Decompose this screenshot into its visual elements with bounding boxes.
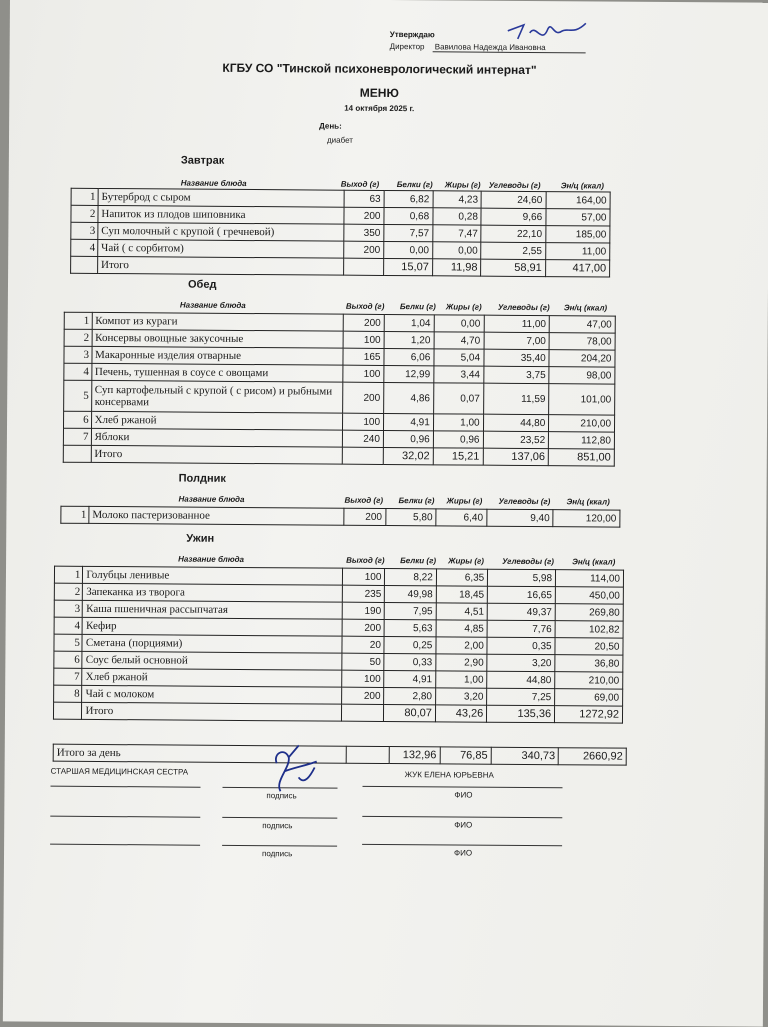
total-fat: 11,98 [432, 259, 481, 276]
dish-protein: 2,80 [384, 687, 436, 704]
menu-date: 14 октября 2025 г. [344, 103, 415, 114]
dish-yield: 63 [344, 190, 385, 207]
table-row [64, 380, 615, 415]
row-number: 1 [71, 188, 98, 205]
total-label: Итого [91, 445, 342, 464]
dish-carbs: 35,40 [484, 349, 550, 366]
dish-energy: 78,00 [549, 333, 615, 350]
nurse-signature-icon [254, 741, 324, 803]
column-headers: Название блюда Выход (г) Белки (г) Жиры (г) Углеводы (г) Эн/ц (ккал) [179, 300, 608, 313]
dish-fat: 1,00 [433, 414, 483, 431]
dish-protein: 0,33 [384, 653, 436, 670]
total-label: Итого [82, 702, 341, 721]
dish-protein: 0,00 [384, 241, 433, 258]
dish-protein: 0,68 [384, 207, 433, 224]
dish-fat: 0,28 [433, 208, 482, 225]
dish-name: Кефир [83, 617, 342, 636]
day-total-label: Итого за день [53, 744, 346, 763]
total-energy: 1272,92 [555, 706, 623, 723]
table-row [61, 506, 620, 527]
dish-energy: 120,00 [553, 510, 620, 527]
dish-energy: 101,00 [549, 384, 615, 415]
row-number: 7 [63, 428, 91, 445]
dish-name: Молоко пастеризованное [89, 506, 344, 525]
document-page: Утверждаю Директор Вавилова Надежда Ивановна КГБУ СО "Тинской психоневрологический интернат" МЕНЮ 14 октября 2025 г. День: диабет Завтрак Название блюда Выход (г) Белки (г) Жиры (г) Углеводы (г) Эн/ц (ккал) 1 Бутерброд с сыром 63 6,82 4,23 24,60 164,00 2 Напиток из плодов шиповника 200 0,68 0,28 9,66 57,00 3 Суп молочный с крупой ( гречневой) 350 7,57 7,47 22,10 185,00 4 Чай ( с сорбитом) 200 0,00 0,00 2,55 11,00 Итого 15,07 11,98 58,91 417,00 Обед Название блюда Выход (г) Белки (г) Жиры (г) Углеводы (г) Эн/ц (ккал) 1 Компот из кураги 200 1,04 0,00 11,00 47,00 2 Консервы овощные закусочные 100 1,20 4,70 7,00 78,00 3 Макаронные изделия отварные 165 6,06 5,04 35,40 204,20 4 Печень, тушенная в соусе с овощами 100 12,99 3,44 3,75 98,00 5 Суп картофельный с крупой ( с рисом) и рыбными консервами 200 4,86 0,07 11,59 101,00 6 Хлеб ржаной 100 4,91 1,00 44,80 210,00 7 Яблоки 240 0,96 0,96 23,52 112,80 Итого 32,02 15,21 137,06 851,00 Полдник Название блюда Выход (г) Белки (г) Жиры (г) Углеводы (г) Эн/ц (ккал) 1 Молоко пастеризованное 200 5,80 6,40 9,40 120,00 Ужин Название блюда Выход (г) Белки (г) Жиры (г) Углеводы (г) Эн/ц (ккал) 1 Голубцы ленивые 100 8,22 6,35 5,98 114,00 2 Запеканка из творога 235 49,98 18,45 16,65 450,00 3 Каша пшеничная рассыпчатая 190 7,95 4,51 49,37 269,80 4 Кефир 200 5,63 4,85 7,76 102,82 5 Сметана (порциями) 20 0,25 2,00 0,35 20,50 6 Соус белый основной 50 0,33 2,90 3,20 36,80 7 Хлеб ржаной 100 4,91 1,00 44,80 210,00 8 Чай с молоком 200 2,80 3,20 7,25 69,00 Итого 80,07 43,26 135,36 1272,92 Итого за день 132,96 76,85 340,73 2660,92 СТАРШАЯ МЕДИЦИНСКАЯ СЕСТРА подпись ЖУК ЕЛЕНА ЮРЬЕВНА ФИО подпись ФИО подпись ФИО [3, 0, 768, 1027]
col-carbs: Углеводы (г) [488, 180, 541, 191]
dish-energy: 47,00 [549, 316, 615, 333]
dish-fat: 0,00 [434, 315, 484, 332]
row-number: 1 [54, 566, 83, 583]
dish-fat: 5,04 [434, 349, 484, 366]
dish-energy: 98,00 [549, 367, 615, 384]
dish-fat: 18,45 [436, 586, 488, 603]
dish-name: Напиток из плодов шиповника [98, 205, 344, 224]
total-row [53, 702, 622, 723]
table-snack [60, 506, 620, 528]
dish-yield: 100 [342, 413, 383, 430]
total-protein: 15,07 [384, 258, 433, 275]
row-number: 3 [71, 222, 98, 239]
row-number: 7 [54, 668, 83, 685]
dish-yield: 200 [342, 382, 384, 413]
dish-energy: 112,80 [549, 432, 615, 449]
dish-fat: 4,51 [436, 603, 488, 620]
day-total-carbs: 340,73 [491, 747, 559, 764]
dish-protein: 0,96 [383, 430, 433, 447]
dish-yield: 200 [343, 314, 384, 331]
dish-protein: 7,57 [384, 224, 433, 241]
column-headers: Название блюда Выход (г) Белки (г) Жиры (г) Углеводы (г) Эн/ц (ккал) [178, 554, 616, 567]
total-row [63, 445, 614, 466]
dish-protein: 4,86 [384, 382, 434, 413]
dish-protein: 1,04 [384, 314, 434, 331]
total-protein: 80,07 [384, 704, 436, 721]
dish-protein: 6,06 [384, 348, 434, 365]
col-dish: Название блюда [180, 178, 247, 189]
director-name: Вавилова Надежда Ивановна [433, 42, 586, 53]
dish-protein: 4,91 [383, 413, 433, 430]
row-number: 5 [54, 634, 83, 651]
dish-carbs: 49,37 [487, 603, 555, 620]
dish-fat: 4,23 [433, 191, 482, 208]
dish-fat: 0,96 [433, 431, 483, 448]
dish-protein: 5,63 [384, 619, 436, 636]
dish-name: Печень, тушенная в соусе с овощами [91, 363, 342, 382]
row-number: 4 [54, 617, 83, 634]
dish-energy: 57,00 [546, 209, 610, 226]
total-energy: 851,00 [549, 449, 615, 466]
total-row [71, 256, 610, 277]
dish-yield: 165 [343, 348, 384, 365]
dish-protein: 5,80 [385, 508, 436, 525]
row-number: 3 [54, 600, 83, 617]
day-label: День: [319, 121, 342, 131]
dish-energy: 102,82 [555, 621, 623, 638]
day-total-protein: 132,96 [389, 747, 440, 764]
dish-protein: 4,91 [384, 670, 436, 687]
dish-yield: 200 [344, 207, 385, 224]
table-breakfast [70, 188, 611, 278]
col-yield: Выход (г) [340, 179, 380, 189]
row-number: 4 [64, 363, 92, 380]
dish-fat: 0,00 [432, 242, 481, 259]
organization-title: КГБУ СО "Тинской психоневрологический интернат" [222, 60, 537, 78]
dish-yield: 100 [341, 670, 384, 687]
dish-fat: 6,35 [436, 569, 488, 586]
dish-carbs: 2,55 [481, 242, 545, 259]
dish-carbs: 22,10 [481, 225, 545, 242]
dish-name: Консервы овощные закусочные [92, 329, 343, 348]
row-number: 6 [64, 411, 92, 428]
col-energy: Эн/ц (ккал) [560, 181, 605, 191]
dish-yield: 190 [342, 602, 385, 619]
dish-name: Суп картофельный с крупой ( с рисом) и рыбными консервами [91, 380, 342, 413]
dish-fat: 1,00 [436, 671, 488, 688]
director-signature-icon [500, 17, 590, 48]
section-title-dinner: Ужин [186, 532, 215, 545]
page-title: МЕНЮ [359, 85, 399, 101]
table-lunch [63, 312, 616, 467]
dish-carbs: 5,98 [488, 569, 556, 586]
dish-name: Яблоки [91, 428, 342, 447]
dish-carbs: 16,65 [488, 586, 556, 603]
dish-protein: 0,25 [384, 636, 436, 653]
dish-carbs: 44,80 [487, 671, 555, 688]
dish-protein: 7,95 [385, 602, 437, 619]
dish-yield: 200 [343, 241, 384, 258]
dish-yield: 200 [344, 508, 386, 525]
row-number: 3 [64, 346, 92, 363]
total-fat: 15,21 [433, 448, 483, 465]
row-number: 4 [71, 239, 98, 256]
row-number: 2 [64, 329, 92, 346]
dish-name: Макаронные изделия отварные [92, 346, 343, 365]
dish-yield: 200 [341, 687, 384, 704]
dish-carbs: 23,52 [483, 431, 549, 448]
dish-energy: 164,00 [546, 192, 610, 209]
dish-energy: 450,00 [555, 587, 623, 604]
dish-energy: 36,80 [555, 655, 623, 672]
dish-carbs: 7,25 [487, 688, 555, 705]
dish-protein: 12,99 [384, 365, 434, 382]
dish-fat: 4,85 [436, 620, 488, 637]
dish-name: Чай с молоком [82, 685, 341, 704]
row-number: 6 [54, 651, 83, 668]
dish-carbs: 24,60 [481, 191, 545, 208]
row-number: 1 [64, 312, 92, 329]
diet-type: диабет [326, 135, 353, 145]
dish-yield: 200 [342, 619, 385, 636]
dish-name: Сметана (порциями) [82, 634, 341, 653]
director-role: Директор [389, 41, 425, 52]
dish-yield: 20 [342, 636, 385, 653]
total-protein: 32,02 [383, 447, 433, 464]
table-dinner [53, 566, 624, 724]
day-total-energy: 2660,92 [559, 748, 627, 765]
section-title-breakfast: Завтрак [180, 154, 225, 167]
dish-name: Суп молочный с крупой ( гречневой) [98, 222, 344, 241]
section-title-lunch: Обед [187, 278, 217, 291]
dish-energy: 69,00 [555, 689, 623, 706]
row-number: 1 [61, 506, 89, 523]
dish-name: Голубцы ленивые [83, 566, 342, 585]
total-carbs: 137,06 [483, 448, 549, 465]
dish-carbs: 44,80 [483, 414, 549, 431]
dish-energy: 269,80 [555, 604, 623, 621]
row-number: 8 [54, 685, 83, 702]
dish-name: Запеканка из творога [83, 583, 342, 602]
table-day-total [53, 744, 627, 766]
dish-yield: 100 [343, 331, 384, 348]
dish-name: Хлеб ржаной [82, 668, 341, 687]
row-number: 5 [64, 380, 92, 411]
dish-protein: 49,98 [385, 585, 437, 602]
dish-energy: 210,00 [549, 415, 615, 432]
dish-fat: 0,07 [433, 383, 483, 414]
dish-fat: 3,44 [434, 366, 484, 383]
day-total-row [53, 744, 626, 765]
dish-yield: 100 [342, 568, 385, 585]
dish-protein: 8,22 [385, 568, 437, 585]
dish-name: Соус белый основной [82, 651, 341, 670]
dish-carbs: 3,20 [487, 654, 555, 671]
total-fat: 43,26 [435, 705, 487, 722]
dish-carbs: 11,00 [484, 315, 550, 332]
column-headers: Название блюда Выход (г) Белки (г) Жиры (г) Углеводы (г) Эн/ц (ккал) [178, 494, 610, 507]
approval-label: Утверждаю [389, 29, 435, 40]
dish-name: Чай ( с сорбитом) [98, 239, 344, 258]
dish-yield: 350 [343, 224, 384, 241]
dish-fat: 2,90 [436, 654, 488, 671]
dish-energy: 114,00 [556, 570, 624, 587]
dish-name: Бутерброд с сыром [98, 188, 344, 207]
dish-carbs: 11,59 [483, 383, 549, 414]
col-fat: Жиры (г) [444, 180, 481, 190]
dish-fat: 7,47 [433, 225, 482, 242]
dish-name: Каша пшеничная рассыпчатая [83, 600, 342, 619]
dish-fat: 2,00 [436, 637, 488, 654]
dish-name: Хлеб ржаной [91, 411, 342, 430]
dish-protein: 1,20 [384, 331, 434, 348]
dish-carbs: 0,35 [487, 637, 555, 654]
col-protein: Белки (г) [396, 180, 433, 190]
dish-carbs: 7,76 [487, 620, 555, 637]
dish-carbs: 7,00 [484, 332, 550, 349]
dish-yield: 100 [343, 365, 384, 382]
dish-fat: 3,20 [435, 688, 487, 705]
dish-energy: 185,00 [545, 226, 609, 243]
day-total-fat: 76,85 [440, 747, 491, 764]
row-number: 2 [71, 205, 98, 222]
dish-yield: 240 [342, 430, 383, 447]
signer-role: СТАРШАЯ МЕДИЦИНСКАЯ СЕСТРА [50, 766, 189, 777]
row-number: 2 [54, 583, 83, 600]
dish-carbs: 9,66 [481, 208, 545, 225]
dish-carbs: 3,75 [483, 366, 549, 383]
dish-carbs: 9,40 [486, 509, 553, 526]
signer-name: ЖУК ЕЛЕНА ЮРЬЕВНА [404, 770, 494, 780]
dish-yield: 50 [342, 653, 385, 670]
total-carbs: 135,36 [487, 705, 555, 722]
dish-fat: 4,70 [434, 332, 484, 349]
dish-energy: 11,00 [545, 243, 609, 260]
section-title-snack: Полдник [178, 472, 226, 485]
dish-fat: 6,40 [436, 509, 487, 526]
dish-energy: 210,00 [555, 672, 623, 689]
dish-energy: 204,20 [549, 350, 615, 367]
dish-yield: 235 [342, 585, 385, 602]
dish-energy: 20,50 [555, 638, 623, 655]
total-label: Итого [98, 256, 344, 275]
total-energy: 417,00 [545, 260, 609, 277]
dish-protein: 6,82 [384, 190, 433, 207]
dish-name: Компот из кураги [92, 312, 343, 331]
total-carbs: 58,91 [481, 259, 545, 276]
